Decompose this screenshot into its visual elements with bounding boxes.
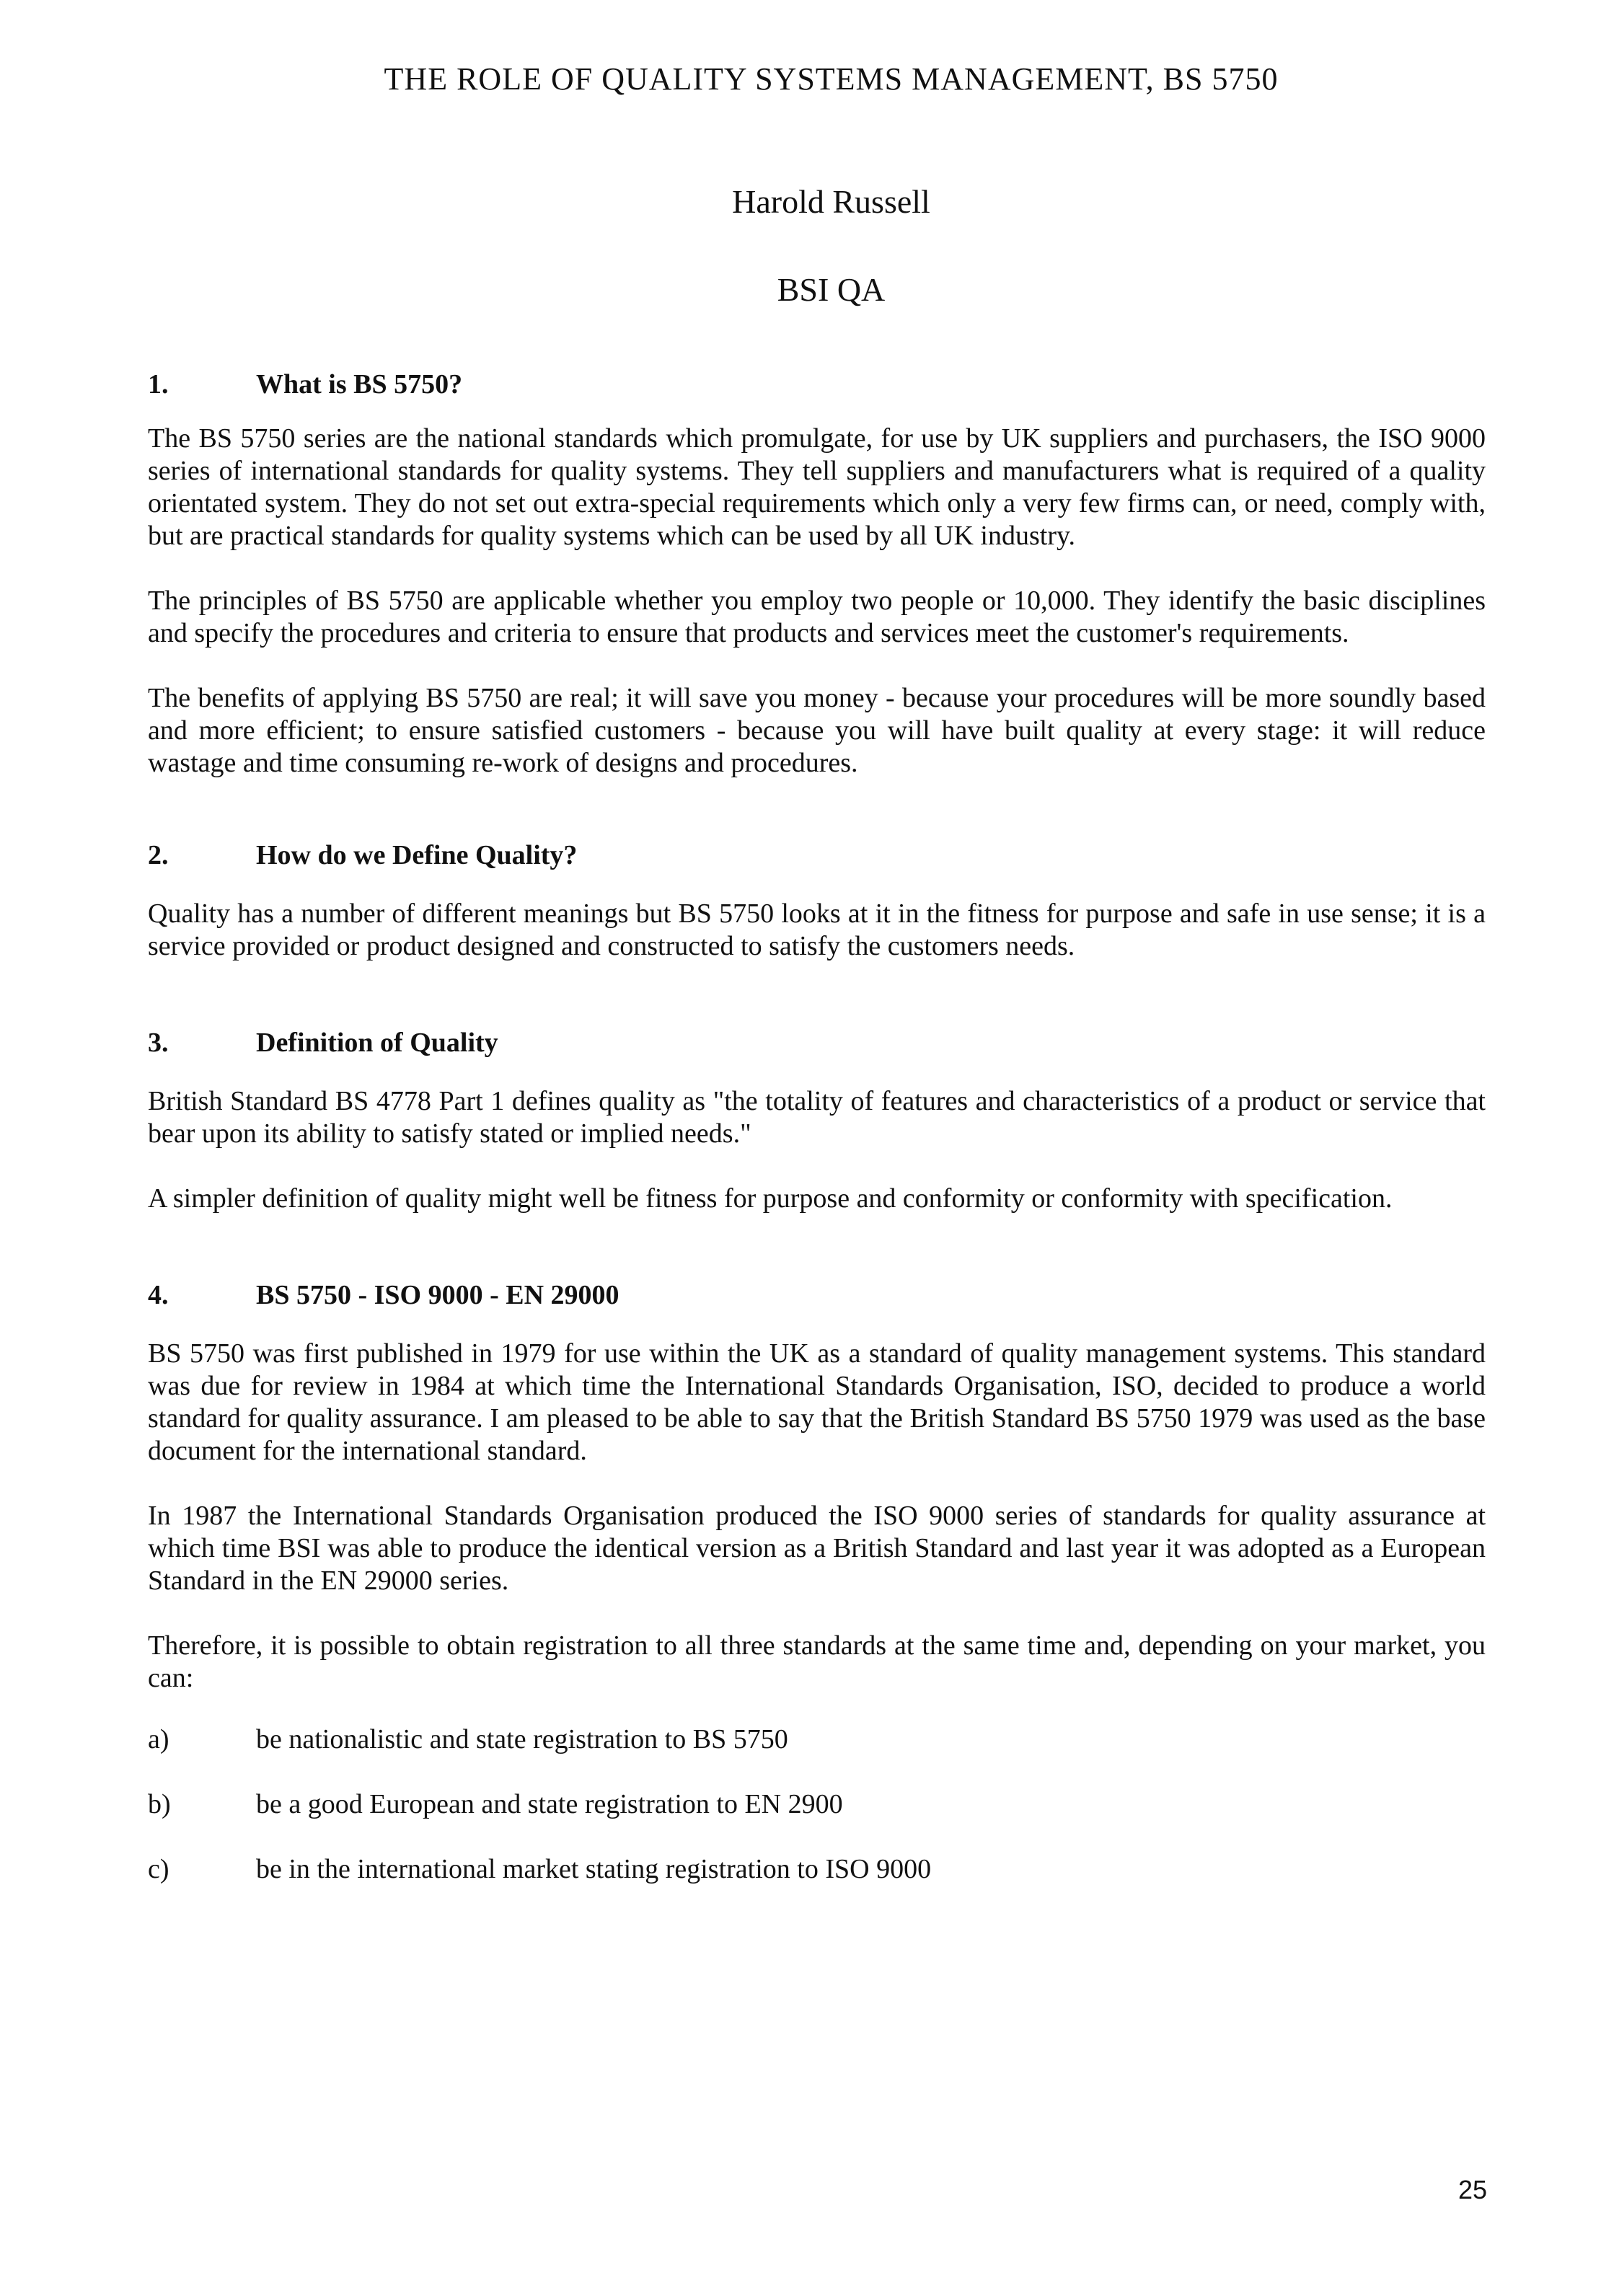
document-page (148, 58, 1486, 1886)
document-title: THE ROLE OF QUALITY SYSTEMS MANAGEMENT, BS 5750 (384, 61, 1279, 97)
section-title: What is BS 5750? (256, 369, 463, 399)
paragraph: The BS 5750 series are the national standards which promulgate, for use by UK suppliers and purchasers, the ISO 9000 series of international standards for quality systems. They tell suppliers and manufacturers what is required of a quality orientated system. They do not set out extra-special requirements which only a very few firms can, or need, comply with, but are practical standards for quality systems which can be used by all UK industry. (148, 423, 1486, 551)
list-item (148, 1723, 1486, 1756)
section-heading-2 (148, 839, 1486, 872)
section-heading-1 (148, 368, 1486, 401)
paragraph: Quality has a number of different meanings but BS 5750 looks at it in the fitness for purpose and safe in use sense; it is a service provided or product designed and constructed to satisfy the customers needs. (148, 898, 1486, 961)
section-number: 1. (148, 369, 169, 399)
list-item (148, 1853, 1486, 1886)
list-text: be a good European and state registration to EN 2900 (256, 1789, 843, 1819)
author-name: Harold Russell (732, 183, 930, 220)
page-number: 25 (1457, 2175, 1487, 2204)
section-number: 3. (148, 1028, 169, 1058)
list-marker: c) (148, 1854, 169, 1884)
paragraph: British Standard BS 4778 Part 1 defines quality as "the totality of features and characteristics of a product or service that bear upon its ability to satisfy stated or implied needs." (148, 1086, 1486, 1149)
list-text: be nationalistic and state registration to BS 5750 (256, 1724, 788, 1754)
author-organisation: BSI QA (777, 271, 886, 308)
section-title: Definition of Quality (256, 1028, 498, 1058)
section-title: How do we Define Quality? (256, 840, 578, 870)
list-text: be in the international market stating registration to ISO 9000 (256, 1854, 932, 1884)
paragraph: A simpler definition of quality might well be fitness for purpose and conformity or conformity with specification. (148, 1183, 1393, 1214)
list-marker: b) (148, 1789, 171, 1819)
section-number: 2. (148, 840, 169, 870)
list-marker: a) (148, 1724, 169, 1754)
list-item (148, 1788, 1486, 1821)
section-number: 4. (148, 1280, 169, 1310)
section-heading-3 (148, 1026, 1486, 1059)
section-title: BS 5750 - ISO 9000 - EN 29000 (256, 1280, 619, 1310)
section-heading-4 (148, 1279, 1486, 1312)
paragraph: The benefits of applying BS 5750 are real; it will save you money - because your procedures will be more soundly based and more efficient; to ensure satisfied customers - because you will have built quality at every stage: it will reduce wastage and time consuming re-work of designs and procedures. (148, 683, 1486, 778)
paragraph: The principles of BS 5750 are applicable whether you employ two people or 10,000. They identify the basic disciplines and specify the procedures and criteria to ensure that products and services meet the customer's requirements. (148, 586, 1486, 648)
paragraph: In 1987 the International Standards Organisation produced the ISO 9000 series of standards for quality assurance at which time BSI was able to produce the identical version as a British Standard and last year it was adopted as a European Standard in the EN 29000 series. (148, 1501, 1486, 1596)
paragraph: Therefore, it is possible to obtain registration to all three standards at the same time and, depending on your market, you can: (148, 1630, 1486, 1693)
paragraph: BS 5750 was first published in 1979 for use within the UK as a standard of quality management systems. This standard was due for review in 1984 at which time the International Standards Organisation, ISO, decided to produce a world standard for quality assurance. I am pleased to be able to say that the British Standard BS 5750 1979 was used as the base document for the international standard. (148, 1338, 1486, 1466)
